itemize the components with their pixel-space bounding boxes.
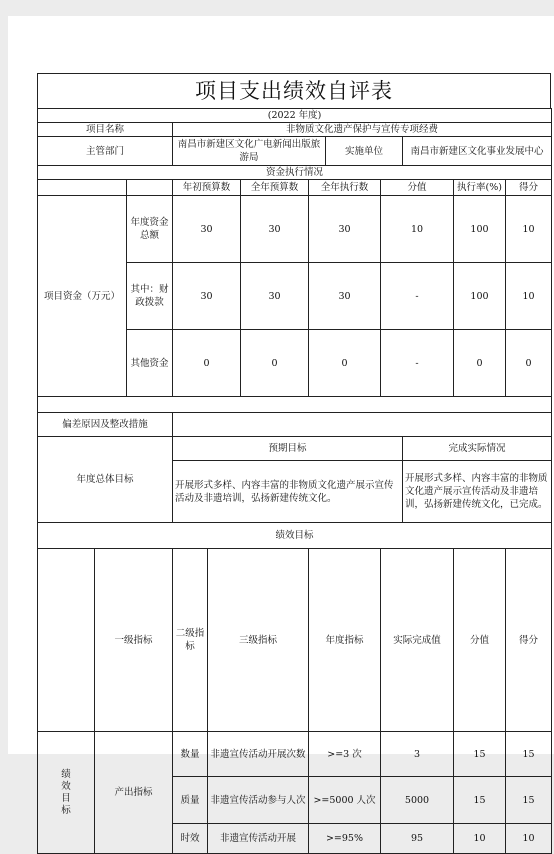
actual-result-text: 开展形式多样、内容丰富的非物质文化遗产展示宣传活动及非遗培训，弘扬新建传统文化，已完成。	[403, 461, 552, 523]
document-page	[8, 16, 554, 844]
perf-target: >=3 次	[309, 732, 381, 777]
annual-goal-label: 年度总体目标	[38, 437, 173, 523]
evaluation-table	[37, 108, 552, 854]
year-label: (2022 年度)	[38, 109, 552, 123]
fund-cell: 0	[173, 330, 241, 397]
fund-cell: 10	[381, 196, 454, 263]
performance-header: 绩效目标	[38, 523, 552, 549]
fund-col-header: 全年执行数	[309, 180, 381, 196]
fund-cell: 10	[506, 196, 552, 263]
fund-label: 项目资金（万元）	[38, 196, 127, 397]
perf-lvl2: 时效	[173, 824, 208, 854]
perf-col-header: 二级指标	[173, 549, 208, 732]
fund-col-header: 得分	[506, 180, 552, 196]
impl-label: 实施单位	[326, 137, 403, 166]
impl-value: 南昌市新建区文化事业发展中心	[403, 137, 552, 166]
perf-score: 15	[506, 777, 552, 824]
fund-row-label: 其他资金	[127, 330, 173, 397]
perf-side-label: 绩效目标	[61, 768, 71, 816]
fund-cell: 0	[241, 330, 309, 397]
dept-value: 南昌市新建区文化广电新闻出版旅游局	[173, 137, 326, 166]
perf-score-max: 10	[454, 824, 506, 854]
dept-label: 主管部门	[38, 137, 173, 166]
fund-cell: 30	[173, 196, 241, 263]
fund-cell: 30	[241, 263, 309, 330]
expected-goal-text: 开展形式多样、内容丰富的非物质文化遗产展示宣传活动及非遗培训，弘扬新建传统文化。	[173, 461, 403, 523]
perf-lvl2: 质量	[173, 777, 208, 824]
fund-cell: 100	[454, 196, 506, 263]
perf-score-max: 15	[454, 777, 506, 824]
deviation-label: 偏差原因及整改措施	[38, 413, 173, 437]
perf-lvl3: 非遗宣传活动开展	[208, 824, 309, 854]
perf-actual: 5000	[381, 777, 454, 824]
evaluation-form	[37, 73, 551, 854]
fund-cell: 100	[454, 263, 506, 330]
fund-cell: 30	[173, 263, 241, 330]
fund-row-label: 其中：财政拨款	[127, 263, 173, 330]
perf-score-max: 15	[454, 732, 506, 777]
fund-cell: 0	[454, 330, 506, 397]
perf-col-header: 一级指标	[95, 549, 173, 732]
perf-lvl1: 产出指标	[95, 732, 173, 854]
fund-cell: 0	[506, 330, 552, 397]
deviation-value	[173, 413, 552, 437]
fund-cell: 0	[309, 330, 381, 397]
perf-col-header: 分值	[454, 549, 506, 732]
fund-col-header: 执行率(%)	[454, 180, 506, 196]
perf-score: 10	[506, 824, 552, 854]
perf-col-header: 实际完成值	[381, 549, 454, 732]
fund-cell: -	[381, 263, 454, 330]
perf-col-header: 得分	[506, 549, 552, 732]
perf-actual: 3	[381, 732, 454, 777]
fund-cell: 30	[309, 263, 381, 330]
perf-col-header: 三级指标	[208, 549, 309, 732]
fund-row-label: 年度资金总额	[127, 196, 173, 263]
fund-col-header: 全年预算数	[241, 180, 309, 196]
perf-score: 15	[506, 732, 552, 777]
fund-cell: 10	[506, 263, 552, 330]
fund-cell: -	[381, 330, 454, 397]
perf-col-header: 年度指标	[309, 549, 381, 732]
fund-cell: 30	[241, 196, 309, 263]
expected-goal-header: 预期目标	[173, 437, 403, 461]
perf-target: >=5000 人次	[309, 777, 381, 824]
actual-result-header: 完成实际情况	[403, 437, 552, 461]
fund-col-header: 分值	[381, 180, 454, 196]
fund-col-header: 年初预算数	[173, 180, 241, 196]
perf-target: >=95%	[309, 824, 381, 854]
project-name-value: 非物质文化遗产保护与宣传专项经费	[173, 123, 552, 137]
perf-lvl2: 数量	[173, 732, 208, 777]
fund-cell: 30	[309, 196, 381, 263]
fund-exec-header: 资金执行情况	[38, 166, 552, 180]
perf-lvl3: 非遗宣传活动开展次数	[208, 732, 309, 777]
form-title: 项目支出绩效自评表	[37, 73, 551, 108]
project-name-label: 项目名称	[38, 123, 173, 137]
perf-actual: 95	[381, 824, 454, 854]
perf-lvl3: 非遗宣传活动参与人次	[208, 777, 309, 824]
